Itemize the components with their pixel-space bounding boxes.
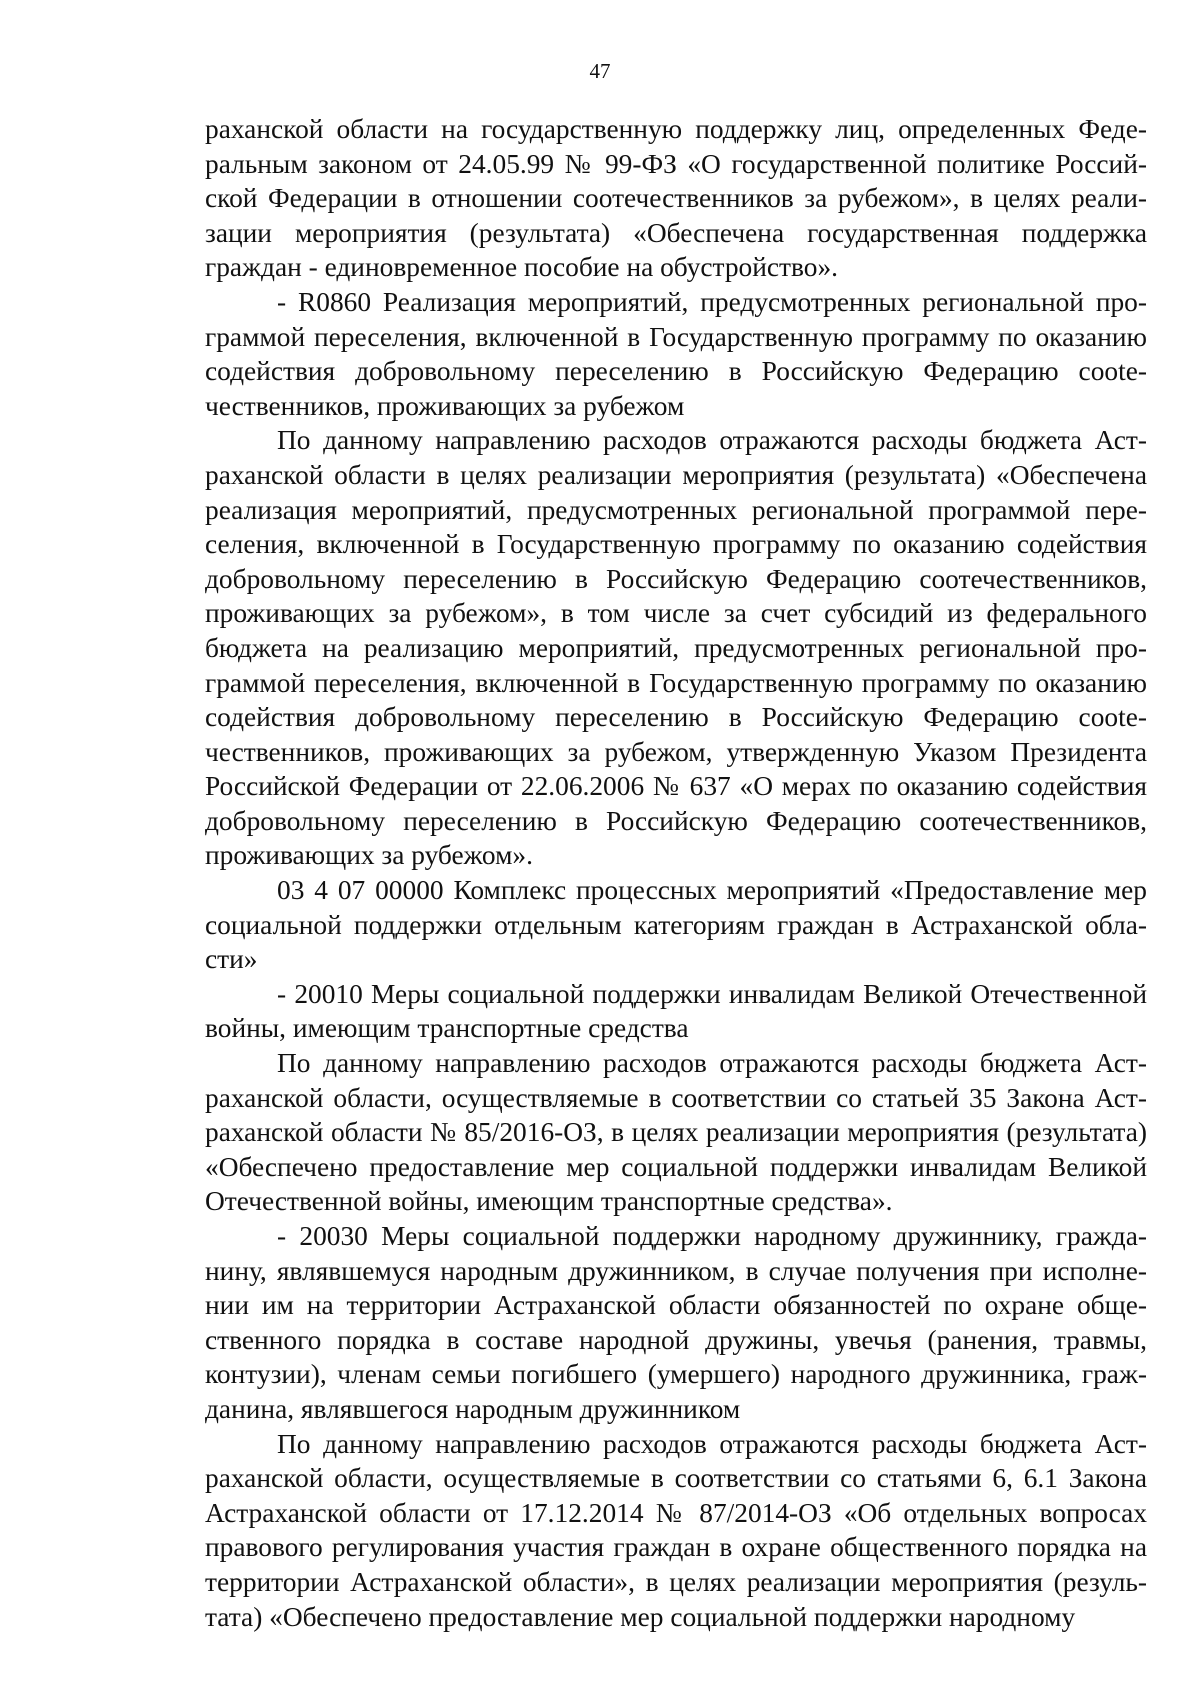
paragraph: раханской области на государственную поддержку лиц, определенных Федеральным законом от 24.05.99 № 99-ФЗ «О государственной политике Российской Федерации в отношении соотечественников за рубежом», в целях реализации мероприятия (результата) «Обеспечена государственная поддержка граждан - единовременное пособие на обустройство».: [205, 114, 1147, 283]
paragraph: По данному направлению расходов отражаются расходы бюджета Астраханской области в целях реализации мероприятия (результата) «Обеспечена реализация мероприятий, предусмотренных региональной программой переселения, включенной в Государственную программу по оказанию содействия добровольному переселению в Российскую Федерацию соотечественников, проживающих за рубежом», в том числе за счет субсидий из федерального бюджета на реализацию мероприятий, предусмотренных региональной программой переселения, включенной в Государственную программу по оказанию содействия добровольному переселению в Российскую Федерацию соoteчественников, проживающих за рубежом, утвержденную Указом Президента Российской Федерации от 22.06.2006 № 637 «О мерах по оказанию содействия добровольному переселению в Российскую Федерацию соотечественников, проживающих за рубежом».: [205, 425, 1147, 871]
paragraph: - R0860 Реализация мероприятий, предусмотренных региональной программой переселения, включенной в Государственную программу по оказанию содействия добровольному переселению в Российскую Федерацию соoteчественников, проживающих за рубежом: [205, 286, 1147, 421]
paragraph: 03 4 07 00000 Комплекс процессных мероприятий «Предоставление мер социальной поддержки отдельным категориям граждан в Астраханской области»: [205, 875, 1147, 975]
paragraph: По данному направлению расходов отражаются расходы бюджета Астраханской области, осуществляемые в соответствии со статьей 35 Закона Астраханской области № 85/2016-ОЗ, в целях реализации мероприятия (результата) «Обеспечено предоставление мер социальной поддержки инвалидам Великой Отечественной войны, имеющим транспортные средства».: [205, 1048, 1147, 1217]
paragraph: - 20030 Меры социальной поддержки народному дружиннику, гражданину, являвшемуся народным дружинником, в случае получения при исполнении им на территории Астраханской области обязанностей по охране общественного порядка в составе народной дружины, увечья (ранения, травмы, контузии), членам семьи погибшего (умершего) народного дружинника, гражданина, являвшегося народным дружинником: [205, 1221, 1147, 1424]
paragraph: По данному направлению расходов отражаются расходы бюджета Астраханской области, осуществляемые в соответствии со статьями 6, 6.1 Закона Астраханской области от 17.12.2014 № 87/2014-ОЗ «Об отдельных вопросах правового регулирования участия граждан в охране общественного порядка на территории Астраханской области», в целях реализации мероприятия (результата) «Обеспечено предоставление мер социальной поддержки народному: [205, 1428, 1147, 1632]
document-body: [205, 112, 1147, 1634]
page-number: 47: [589, 59, 611, 83]
paragraph: - 20010 Меры социальной поддержки инвалидам Великой Отечественной войны, имеющим транспортные средства: [205, 978, 1147, 1044]
